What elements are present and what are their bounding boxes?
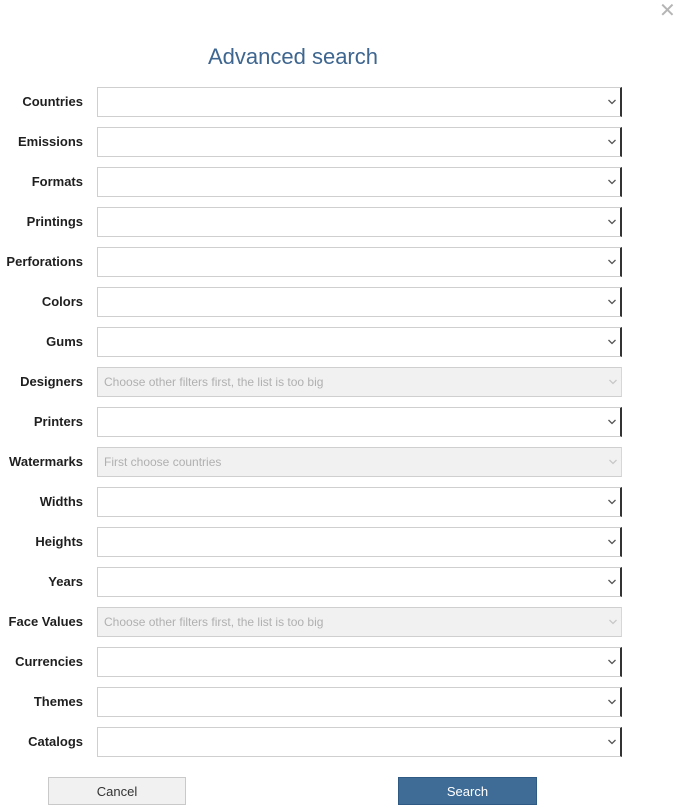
chevron-down-icon — [607, 97, 617, 107]
filter-row-emissions — [0, 127, 677, 167]
filter-label-years: Years — [48, 574, 83, 589]
filter-label-colors: Colors — [41, 294, 83, 309]
chevron-down-icon — [607, 257, 617, 267]
filter-label-formats: Formats — [31, 174, 83, 189]
search-button[interactable]: Search — [398, 777, 537, 805]
chevron-down-icon — [607, 417, 617, 427]
filter-row-formats — [0, 167, 677, 207]
filter-select-currencies[interactable] — [97, 647, 622, 677]
filter-select-formats[interactable] — [97, 167, 622, 197]
filter-row-gums — [0, 327, 677, 367]
filter-row-widths — [0, 487, 677, 527]
filter-label-printers: Printers — [33, 414, 83, 429]
filter-row-designers — [0, 367, 677, 407]
filter-select-gums[interactable] — [97, 327, 622, 357]
filter-row-catalogs — [0, 727, 677, 767]
filter-label-widths: Widths — [39, 494, 83, 509]
filter-select-value: Choose other filters first, the list is too big — [104, 375, 324, 389]
chevron-down-icon — [607, 537, 617, 547]
filter-select-catalogs[interactable] — [97, 727, 622, 757]
filter-row-perforations — [0, 247, 677, 287]
filter-select-countries[interactable] — [97, 87, 622, 117]
filter-select-printers[interactable] — [97, 407, 622, 437]
filter-label-designers: Designers — [20, 374, 83, 389]
chevron-down-icon — [607, 577, 617, 587]
chevron-down-icon — [608, 617, 618, 627]
filter-select-emissions[interactable] — [97, 127, 622, 157]
filter-row-face-values — [0, 607, 677, 647]
filter-row-watermarks — [0, 447, 677, 487]
chevron-down-icon — [607, 737, 617, 747]
chevron-down-icon — [607, 697, 617, 707]
chevron-down-icon — [607, 297, 617, 307]
filter-select-watermarks — [97, 447, 622, 477]
filter-row-years — [0, 567, 677, 607]
filter-select-value: First choose countries — [104, 455, 222, 469]
filter-select-themes[interactable] — [97, 687, 622, 717]
filter-row-countries — [0, 87, 677, 127]
filter-label-currencies: Currencies — [15, 654, 83, 669]
filter-select-designers — [97, 367, 622, 397]
filter-row-themes — [0, 687, 677, 727]
filter-label-heights: Heights — [35, 534, 83, 549]
filter-label-face-values: Face Values — [8, 614, 83, 629]
chevron-down-icon — [607, 217, 617, 227]
chevron-down-icon — [607, 337, 617, 347]
cancel-button[interactable]: Cancel — [48, 777, 186, 805]
chevron-down-icon — [608, 457, 618, 467]
filter-select-perforations[interactable] — [97, 247, 622, 277]
chevron-down-icon — [607, 497, 617, 507]
filter-select-printings[interactable] — [97, 207, 622, 237]
filter-label-gums: Gums — [46, 334, 83, 349]
filter-list — [0, 87, 677, 767]
filter-row-colors — [0, 287, 677, 327]
filter-label-emissions: Emissions — [17, 134, 83, 149]
chevron-down-icon — [607, 137, 617, 147]
filter-select-widths[interactable] — [97, 487, 622, 517]
filter-label-catalogs: Catalogs — [28, 734, 83, 749]
chevron-down-icon — [607, 657, 617, 667]
filter-row-printers — [0, 407, 677, 447]
filter-select-heights[interactable] — [97, 527, 622, 557]
filter-label-watermarks: Watermarks — [9, 454, 83, 469]
filter-select-colors[interactable] — [97, 287, 622, 317]
chevron-down-icon — [607, 177, 617, 187]
close-icon[interactable]: ✕ — [659, 0, 676, 22]
filter-row-heights — [0, 527, 677, 567]
filter-select-value: Choose other filters first, the list is too big — [104, 615, 324, 629]
filter-label-countries: Countries — [22, 94, 83, 109]
filter-row-currencies — [0, 647, 677, 687]
dialog-title: Advanced search — [208, 44, 378, 69]
filter-label-printings: Printings — [26, 214, 83, 229]
filter-label-themes: Themes — [33, 694, 83, 709]
filter-select-face-values — [97, 607, 622, 637]
filter-label-perforations: Perforations — [6, 254, 83, 269]
filter-row-printings — [0, 207, 677, 247]
chevron-down-icon — [608, 377, 618, 387]
filter-select-years[interactable] — [97, 567, 622, 597]
